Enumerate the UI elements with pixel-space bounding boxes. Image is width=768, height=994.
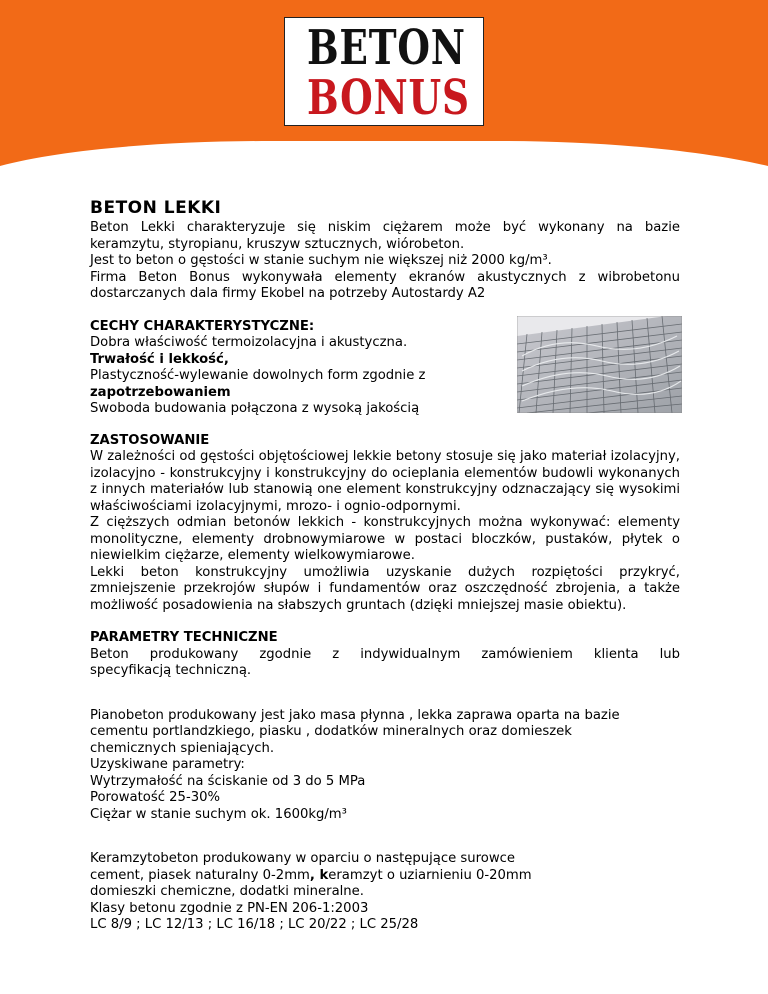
params-line-1: Beton produkowany zgodnie z indywidualnym zamówieniem klienta lub (90, 646, 680, 662)
feature-line-bold: zapotrzebowaniem (90, 384, 231, 400)
pianobeton-line: Wytrzymałość na ściskanie od 3 do 5 MPa (90, 773, 366, 789)
logo-text-beton: BETON (307, 20, 466, 76)
usage-paragraph-1: W zależności od gęstości objętościowej lekkie betony stosuje się jako materiał izolacyjny, izolacyjno - konstrukcyjny i konstrukcyjny do ocieplania elementów budowli wykonanych z innych materiałów lub stanowią one element konstrukcyjny odznaczający się wysokimi właściwościami izolacyjnymi, mrozo- i ognio-odpornymi. (90, 449, 680, 514)
feature-line: Dobra właściwość termoizolacyjna i akustyczna. (90, 335, 408, 350)
features-heading: CECHY CHARAKTERYSTYCZNE: (90, 318, 315, 334)
document-body (90, 197, 680, 934)
pianobeton-line: Porowatość 25-30% (90, 790, 221, 805)
params-line-2: specyfikacją techniczną. (90, 663, 252, 678)
intro-paragraph-1: Beton Lekki charakteryzuje się niskim ciężarem może być wykonany na bazie keramzytu, styropianu, kruszyw sztucznych, wiórobeton. (90, 220, 680, 252)
intro-paragraph-2: Jest to beton o gęstości w stanie suchym nie większej niż 2000 kg/m³. (90, 253, 552, 268)
pianobeton-line: Uzyskiwane parametry: (90, 757, 245, 772)
keramzyt-line: domieszki chemiczne, dodatki mineralne. (90, 884, 364, 899)
keramzyt-line: LC 8/9 ; LC 12/13 ; LC 16/18 ; LC 20/22 ; LC 25/28 (90, 917, 419, 932)
keramzyt-line: cement, piasek naturalny 0-2mm, keramzyt o uziarnieniu 0-20mm (90, 867, 532, 883)
company-logo (284, 17, 484, 126)
pianobeton-line: Pianobeton produkowany jest jako masa płynna , lekka zaprawa oparta na bazie (90, 707, 620, 723)
pianobeton-line: chemicznych spieniających. (90, 740, 275, 756)
usage-heading: ZASTOSOWANIE (90, 432, 210, 448)
feature-line: Plastyczność-wylewanie dowolnych form zgodnie z (90, 368, 426, 383)
feature-line: Swoboda budowania połączona z wysoką jakością (90, 401, 420, 416)
keramzyt-line: Keramzytobeton produkowany w oparciu o następujące surowce (90, 851, 516, 866)
features-section (90, 319, 680, 417)
rebar-mesh-photo (517, 316, 682, 413)
logo-text-bonus: BONUS (307, 70, 470, 126)
usage-paragraph-3: Lekki beton konstrukcyjny umożliwia uzyskanie dużych rozpiętości przykryć, zmniejszenie przekrojów słupów i fundamentów oraz oszczędność zbrojenia, a także możliwość posadowienia na słabszych gruntach (dzięki mniejszej masie obiektu). (90, 564, 680, 613)
keramzyt-line: Klasy betonu zgodnie z PN-EN 206-1:2003 (90, 900, 369, 916)
params-heading: PARAMETRY TECHNICZNE (90, 630, 278, 645)
pianobeton-line: Ciężar w stanie suchym ok. 1600kg/m³ (90, 806, 347, 822)
feature-line-bold: Trwałość i lekkość, (90, 351, 229, 367)
usage-paragraph-2: Z cięższych odmian betonów lekkich - konstrukcyjnych można wykonywać: elementy monolityczne, elementy drobnowymiarowe w postaci bloczków, pustaków, płytek o niewielkim ciężarze, elementy wielkowymiarowe. (90, 515, 680, 563)
page-title: BETON LEKKI (90, 198, 222, 218)
intro-paragraph-3: Firma Beton Bonus wykonywała elementy ekranów akustycznych z wibrobetonu dostarczanych dala firmy Ekobel na potrzeby Autostardy A2 (90, 269, 680, 301)
pianobeton-line: cementu portlandzkiego, piasku , dodatków mineralnych oraz domieszek (90, 724, 572, 739)
